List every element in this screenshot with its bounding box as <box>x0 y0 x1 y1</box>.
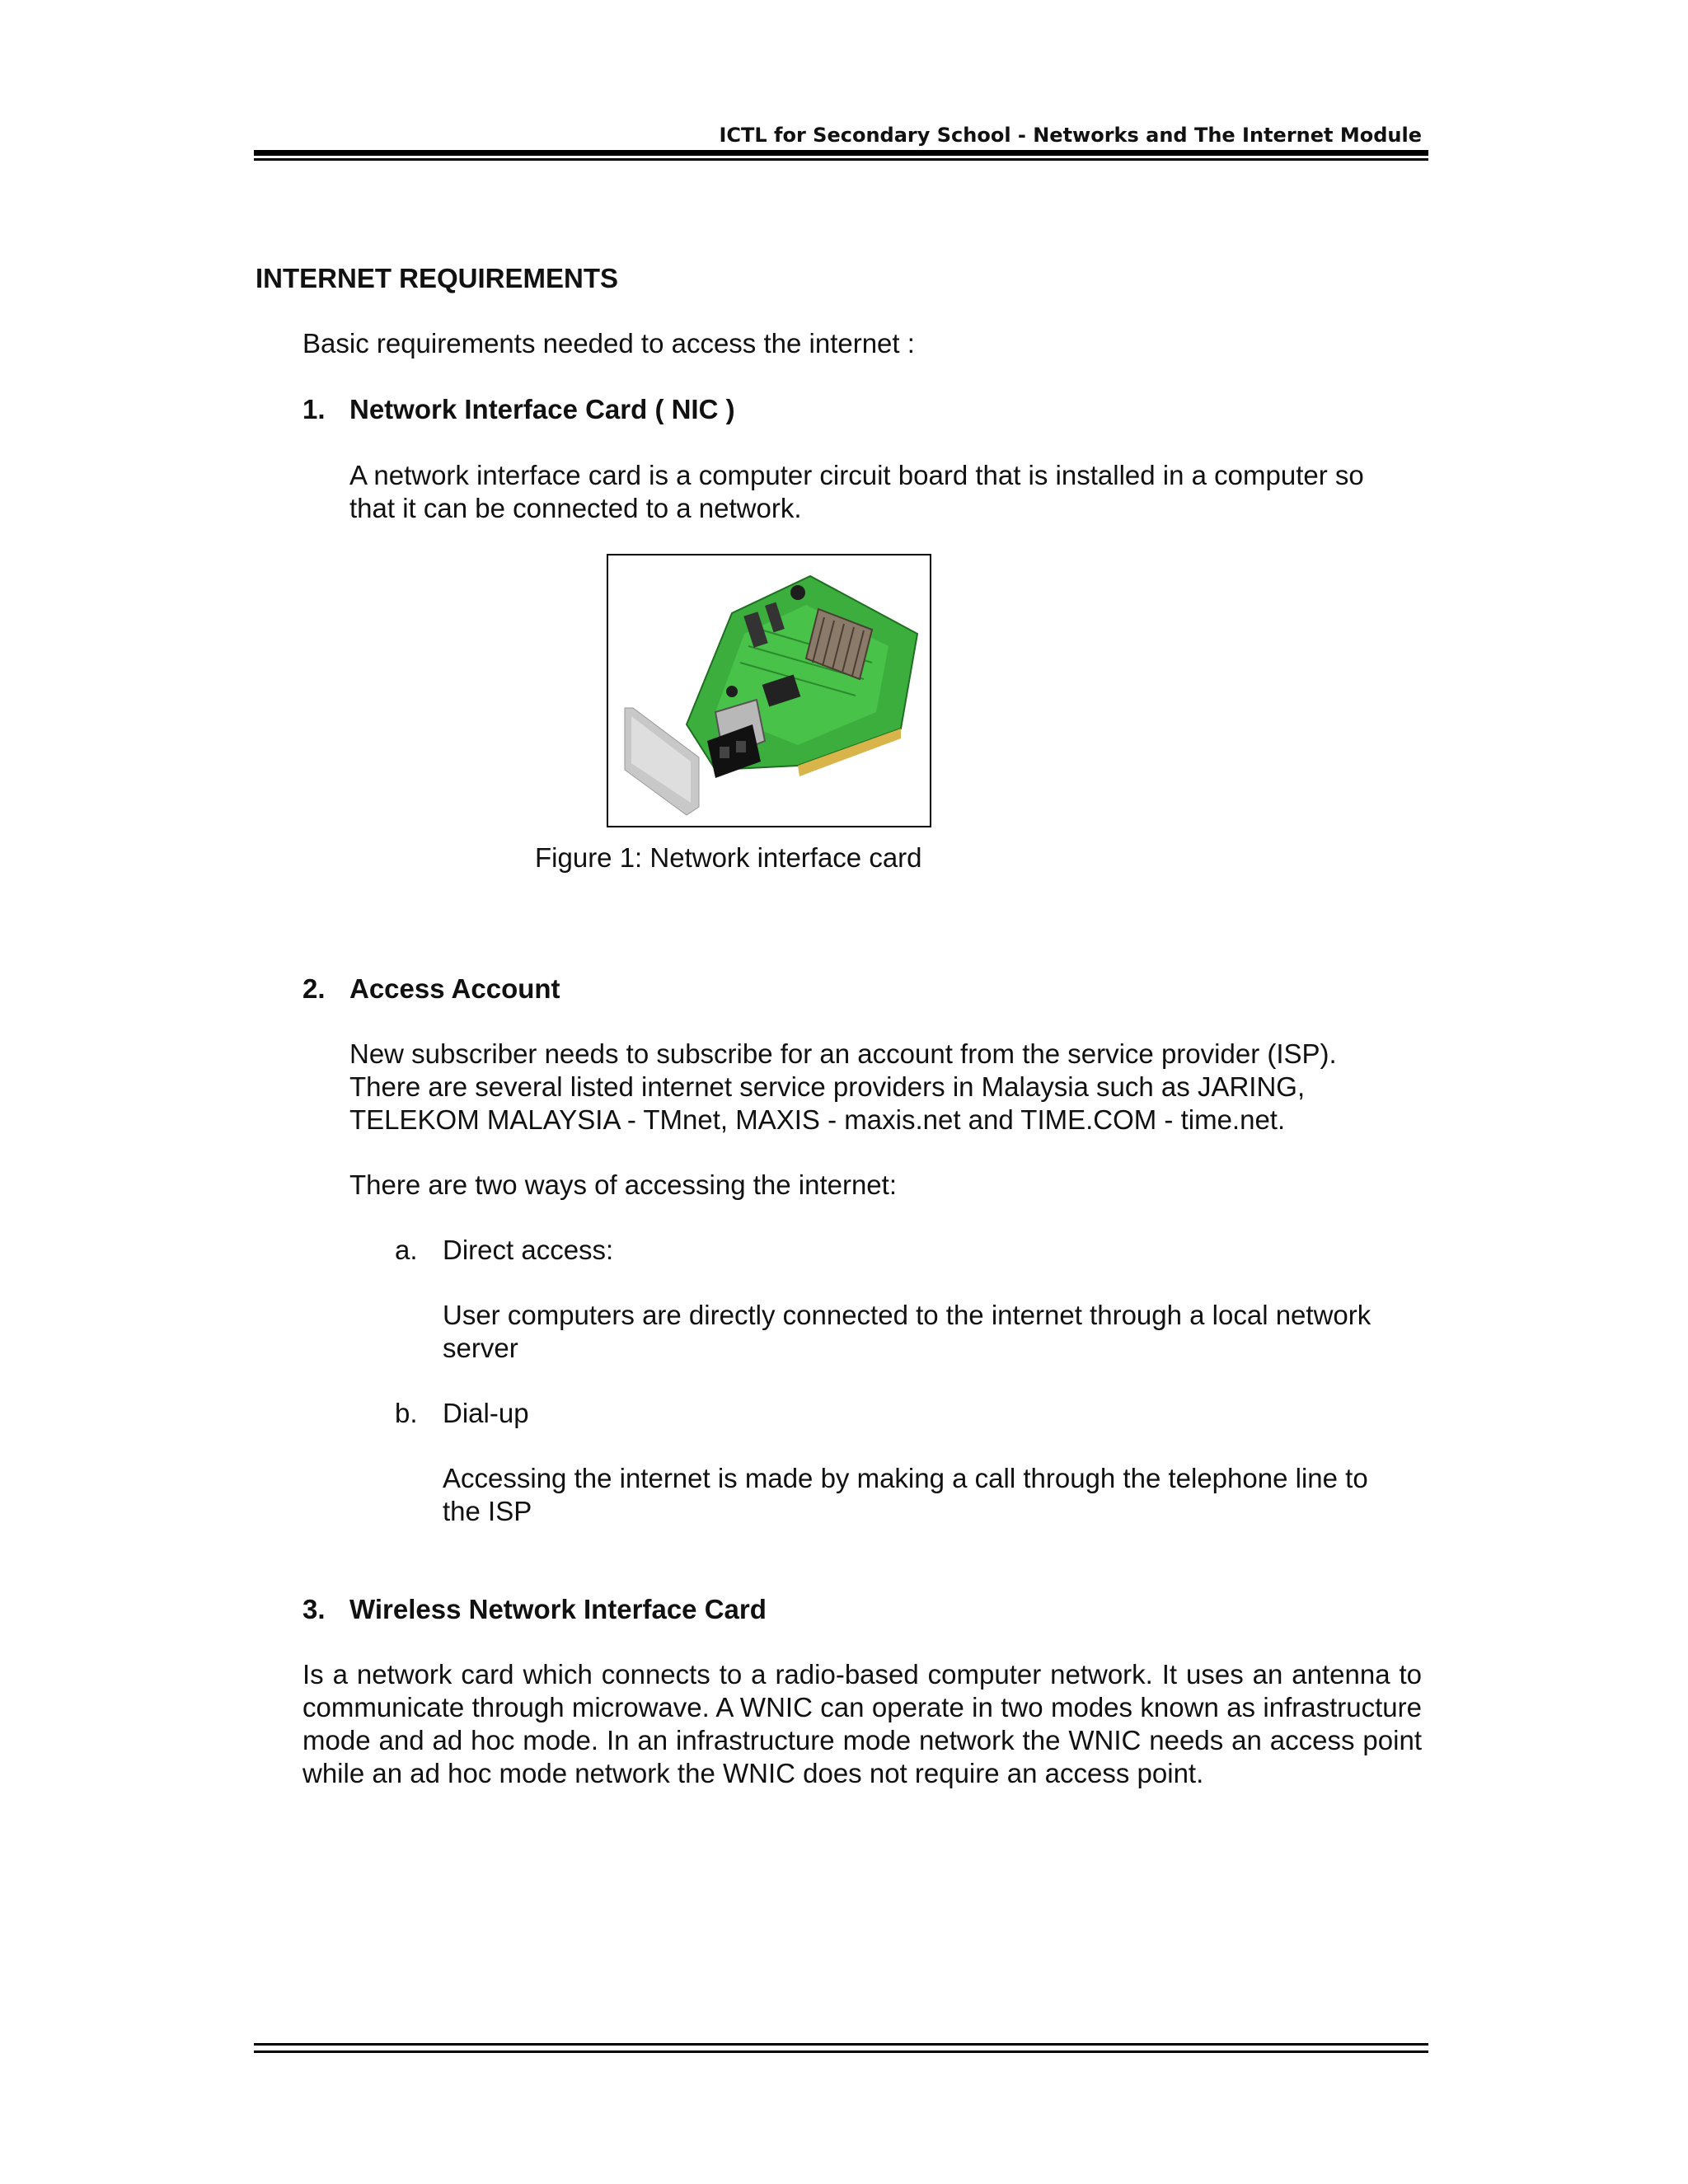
direct-access-line: server <box>443 1333 518 1363</box>
ways-intro: There are two ways of accessing the internet: <box>349 1169 897 1200</box>
figure-caption: Figure 1: Network interface card <box>535 842 922 873</box>
item-number: 3. <box>302 1594 326 1624</box>
network-card-image <box>608 555 930 826</box>
footer-rule <box>254 2043 1428 2046</box>
subitem-letter: a. <box>395 1235 418 1265</box>
subitem-title-dial-up: Dial-up <box>443 1398 529 1428</box>
nic-description-line: A network interface card is a computer circuit board that is installed in a computer so <box>349 460 1364 490</box>
access-account-line: There are several listed internet service providers in Malaysia such as JARING, <box>349 1071 1306 1102</box>
header-rule-thin <box>254 158 1428 161</box>
nic-figure <box>607 554 931 827</box>
item-title-nic: Network Interface Card ( NIC ) <box>349 394 735 424</box>
direct-access-line: User computers are directly connected to the internet through a local network <box>443 1300 1372 1330</box>
access-account-line: New subscriber needs to subscribe for an account from the service provider (ISP). <box>349 1038 1337 1069</box>
footer-rule <box>254 2050 1428 2053</box>
subitem-title-direct-access: Direct access: <box>443 1235 614 1265</box>
item-title-access-account: Access Account <box>349 973 560 1004</box>
header-rule <box>254 150 1428 156</box>
dial-up-line: Accessing the internet is made by making a call through the telephone line to <box>443 1463 1368 1493</box>
section-heading: INTERNET REQUIREMENTS <box>256 263 619 293</box>
dial-up-line: the ISP <box>443 1496 532 1526</box>
page-header: ICTL for Secondary School - Networks and The Internet Module <box>719 124 1422 147</box>
access-account-line: TELEKOM MALAYSIA - TMnet, MAXIS - maxis.net and TIME.COM - time.net. <box>349 1104 1286 1135</box>
wnic-paragraph: Is a network card which connects to a radio-based computer network. It uses an antenna to communicate through microwave. A WNIC can operate in two modes known as infrastructure mode and ad hoc mode. In an infrastructure mode network the WNIC needs an access point while an ad hoc mode network the WNIC does not require an access point. <box>302 1659 1422 1788</box>
nic-description-line: that it can be connected to a network. <box>349 493 802 523</box>
subitem-letter: b. <box>395 1398 418 1428</box>
item-number: 1. <box>302 394 326 424</box>
item-title-wnic: Wireless Network Interface Card <box>349 1594 767 1624</box>
section-intro: Basic requirements needed to access the internet : <box>302 328 915 359</box>
item-number: 2. <box>302 973 326 1004</box>
